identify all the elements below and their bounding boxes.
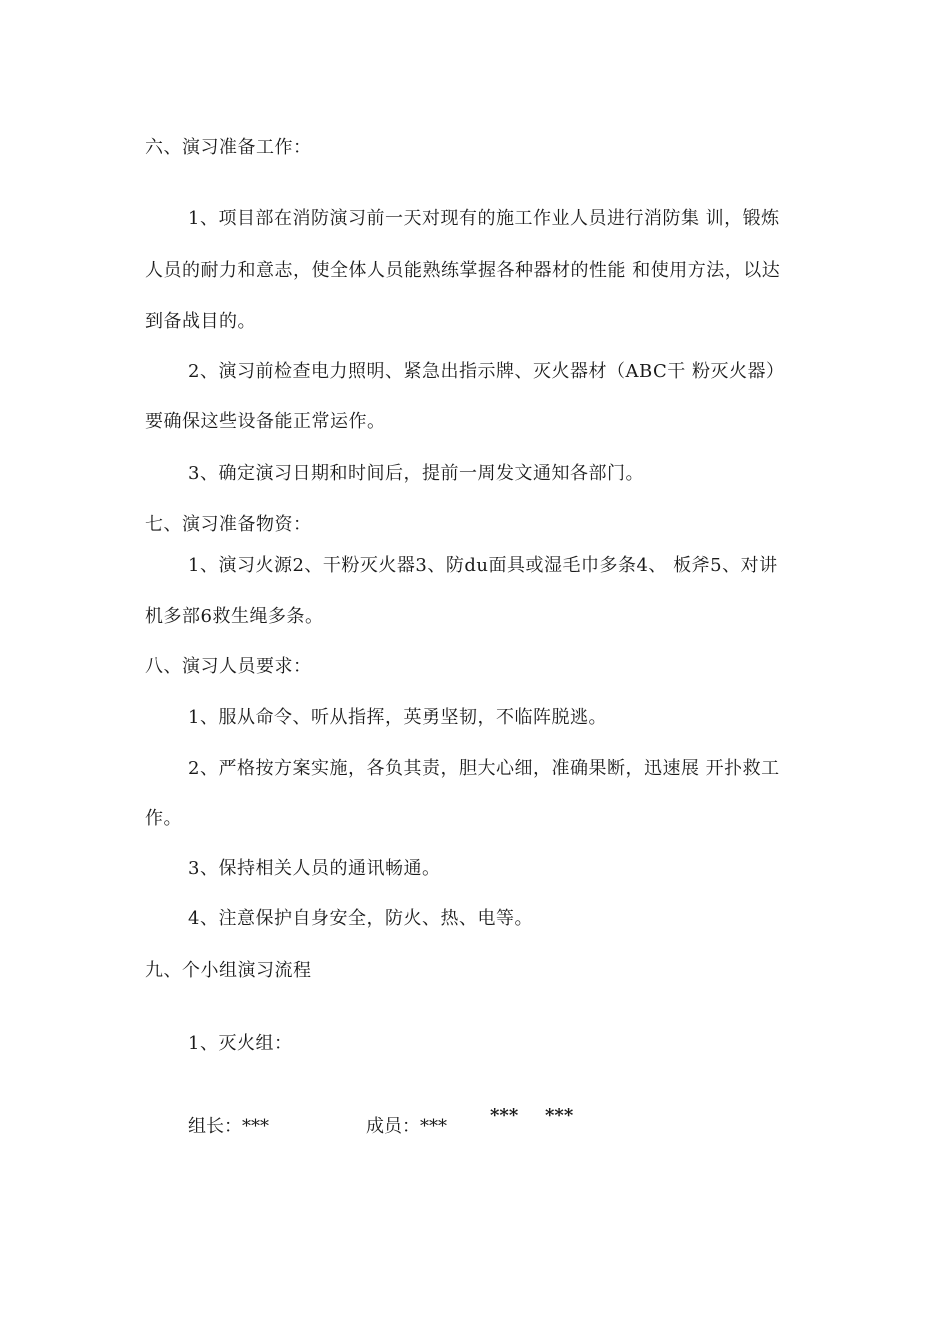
paragraph-line: 机多部6救生绳多条。 — [145, 606, 324, 627]
paragraph-line: 3、确定演习日期和时间后，提前一周发文通知各部门。 — [188, 463, 644, 484]
paragraph-line: 1、项目部在消防演习前一天对现有的施工作业人员进行消防集 训，锻炼 — [188, 208, 780, 229]
section-heading-7: 七、演习准备物资： — [145, 514, 312, 535]
section-heading-6: 六、演习准备工作： — [145, 137, 312, 158]
paragraph-line: 2、演习前检查电力照明、紧急出指示牌、灭火器材（ABC干 粉灭火器） — [188, 361, 785, 382]
paragraph-line: 2、严格按方案实施，各负其责，胆大心细，准确果断，迅速展 开扑救工 — [188, 758, 780, 779]
sub-heading-fire-team: 1、灭火组： — [188, 1033, 293, 1054]
paragraph-line: 1、演习火源2、干粉灭火器3、防du面具或湿毛巾多条4、 板斧5、对讲 — [188, 555, 778, 576]
paragraph-line: 人员的耐力和意志，使全体人员能熟练掌握各种器材的性能 和使用方法，以达 — [145, 260, 781, 281]
paragraph-line: 要确保这些设备能正常运作。 — [145, 411, 386, 432]
paragraph-line: 1、服从命令、听从指挥，英勇坚韧，不临阵脱逃。 — [188, 707, 607, 728]
paragraph-line: 3、保持相关人员的通讯畅通。 — [188, 858, 441, 879]
section-heading-9: 九、个小组演习流程 — [145, 960, 312, 981]
team-member-3: *** — [545, 1105, 574, 1126]
paragraph-line: 4、注意保护自身安全，防火、热、电等。 — [188, 908, 533, 929]
team-members: 成员：*** — [366, 1116, 447, 1137]
team-member-2: *** — [490, 1105, 519, 1126]
section-heading-8: 八、演习人员要求： — [145, 656, 312, 677]
team-leader: 组长：*** — [188, 1116, 269, 1137]
paragraph-line: 到备战目的。 — [145, 311, 256, 332]
paragraph-line: 作。 — [145, 808, 182, 829]
